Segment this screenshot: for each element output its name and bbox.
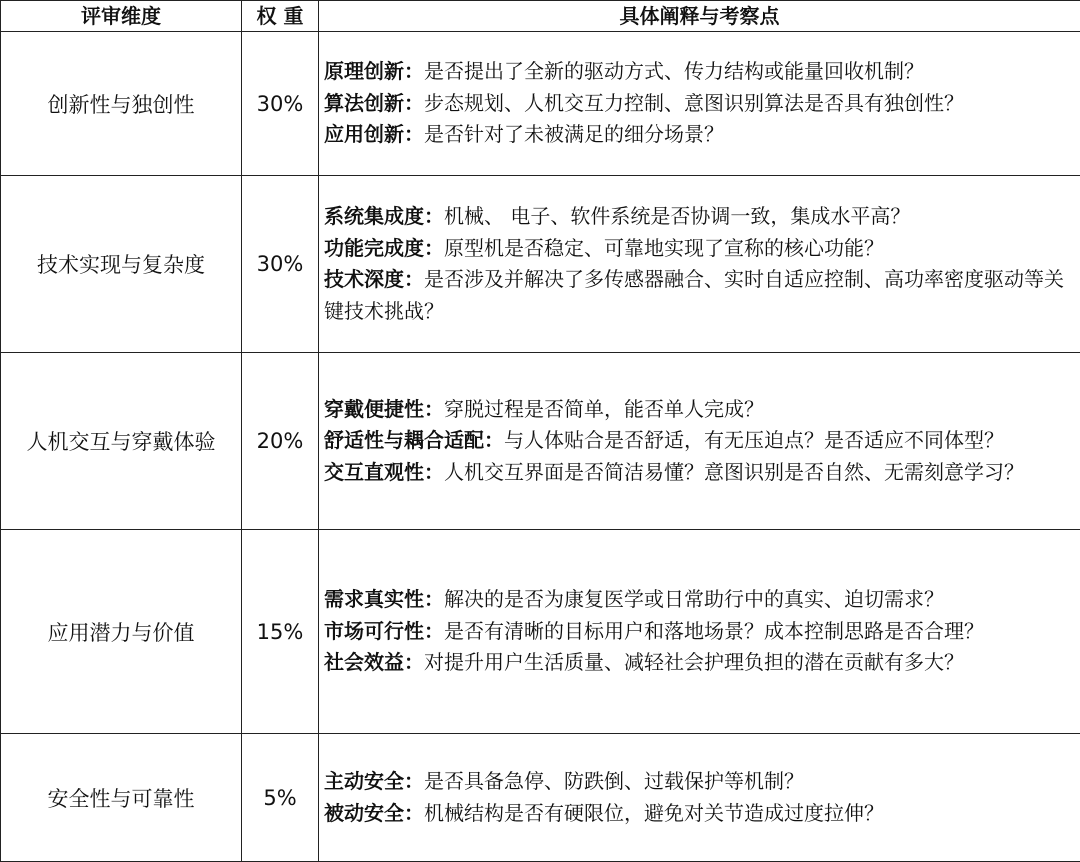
criterion-label: 社会效益： (324, 650, 424, 675)
weight-cell: 30% (242, 176, 319, 353)
details-cell (319, 353, 1080, 530)
criterion-item (324, 616, 1076, 648)
table-row (1, 353, 1080, 530)
criterion-text: 机械、 电子、软件系统是否协调一致，集成水平高？ (444, 204, 911, 228)
criterion-item (324, 264, 1076, 327)
criterion-label: 应用创新： (324, 122, 424, 147)
dimension-cell: 人机交互与穿戴体验 (1, 353, 242, 530)
criterion-label: 系统集成度： (324, 204, 444, 228)
criterion-item (324, 119, 1076, 151)
table-row (1, 530, 1080, 734)
dimension-cell: 应用潜力与价值 (1, 530, 242, 734)
weight-cell: 30% (242, 32, 319, 176)
criterion-label: 技术深度： (324, 267, 424, 291)
criterion-item (324, 584, 1076, 616)
details-cell (319, 734, 1080, 862)
criterion-label: 需求真实性： (324, 587, 444, 612)
criterion-text: 原型机是否稳定、可靠地实现了宣称的核心功能？ (444, 235, 884, 260)
criterion-item (324, 394, 1076, 426)
criterion-item (324, 457, 1076, 489)
criterion-text: 是否具备急停、防跌倒、过载保护等机制？ (424, 769, 804, 793)
criterion-item (324, 425, 1076, 457)
criterion-item (324, 88, 1076, 120)
criterion-text: 是否涉及并解决了多传感器融合、实时自适应控制、高功率密度驱动等关键技术挑战？ (324, 267, 1064, 323)
weight-cell: 20% (242, 353, 319, 530)
criterion-label: 交互直观性： (324, 459, 444, 484)
criterion-item (324, 201, 1076, 233)
criterion-label: 算法创新： (324, 90, 424, 115)
header-details: 具体阐释与考察点 (319, 1, 1080, 32)
table-row (1, 32, 1080, 176)
table-row (1, 734, 1080, 862)
criterion-text: 人机交互界面是否简洁易懂？意图识别是否自然、无需刻意学习？ (444, 459, 1024, 484)
header-weight: 权 重 (242, 1, 319, 32)
criterion-text: 穿脱过程是否简单，能否单人完成？ (444, 396, 764, 421)
criterion-label: 原理创新： (324, 59, 424, 84)
criterion-label: 穿戴便捷性： (324, 396, 444, 421)
header-row (1, 1, 1080, 32)
criterion-item (324, 233, 1076, 265)
criterion-text: 步态规划、人机交互力控制、意图识别算法是否具有独创性？ (424, 90, 964, 115)
criterion-label: 舒适性与耦合适配： (324, 428, 504, 453)
criterion-text: 是否针对了未被满足的细分场景？ (424, 122, 724, 147)
criterion-text: 与人体贴合是否舒适，有无压迫点？是否适应不同体型？ (504, 428, 1004, 453)
criterion-label: 功能完成度： (324, 235, 444, 260)
header-dimension: 评审维度 (1, 1, 242, 32)
dimension-cell: 安全性与可靠性 (1, 734, 242, 862)
criterion-item (324, 647, 1076, 679)
criterion-text: 是否有清晰的目标用户和落地场景？成本控制思路是否合理？ (444, 618, 984, 643)
criterion-text: 解决的是否为康复医学或日常助行中的真实、迫切需求？ (444, 587, 944, 612)
weight-cell: 15% (242, 530, 319, 734)
weight-cell: 5% (242, 734, 319, 862)
criterion-label: 主动安全： (324, 769, 424, 793)
details-cell (319, 32, 1080, 176)
criterion-item (324, 766, 1076, 798)
details-cell (319, 176, 1080, 353)
criterion-item (324, 798, 1076, 830)
criterion-label: 被动安全： (324, 800, 424, 825)
criterion-text: 对提升用户生活质量、减轻社会护理负担的潜在贡献有多大？ (424, 650, 964, 675)
criterion-text: 是否提出了全新的驱动方式、传力结构或能量回收机制？ (424, 59, 924, 84)
criterion-item (324, 56, 1076, 88)
criterion-label: 市场可行性： (324, 618, 444, 643)
details-cell (319, 530, 1080, 734)
dimension-cell: 技术实现与复杂度 (1, 176, 242, 353)
criterion-text: 机械结构是否有硬限位，避免对关节造成过度拉伸？ (424, 800, 884, 825)
dimension-cell: 创新性与独创性 (1, 32, 242, 176)
table-row (1, 176, 1080, 353)
